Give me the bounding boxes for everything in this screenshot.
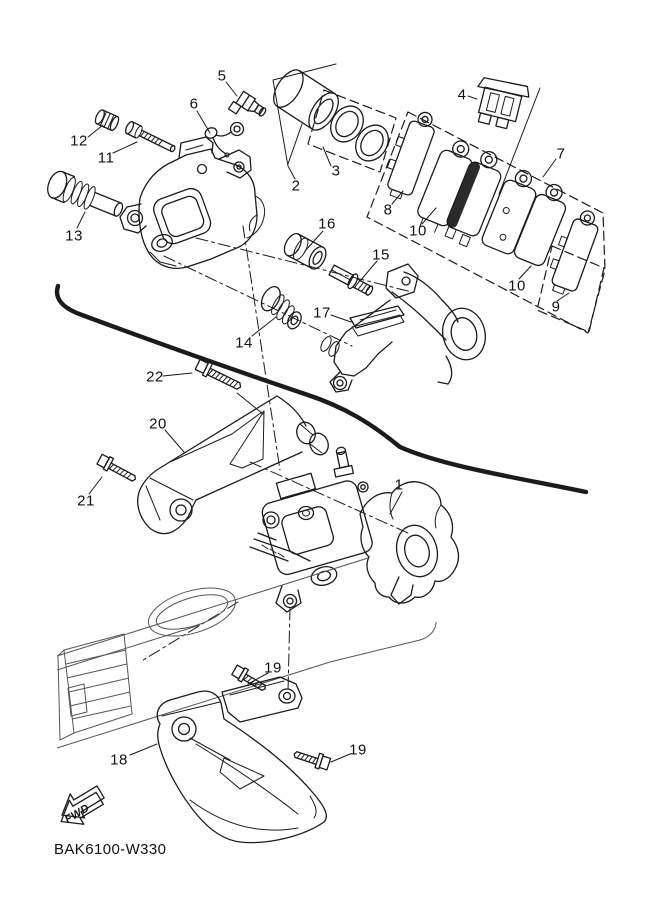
callout-1: 1 (394, 476, 404, 494)
swingarm-phantom (57, 558, 436, 748)
caliper-body-exploded (120, 137, 265, 268)
callout-21: 21 (77, 492, 95, 510)
piston-2 (268, 65, 345, 135)
callout-8: 8 (383, 201, 393, 219)
callout-10b: 10 (508, 277, 526, 295)
callout-7: 7 (556, 145, 566, 163)
slide-pin-13 (44, 169, 127, 224)
callout-10a: 10 (409, 222, 427, 240)
bolt-19-lower (292, 746, 331, 771)
shim-group-box-9 (537, 246, 604, 332)
callout-17: 17 (313, 304, 331, 322)
callout-13: 13 (65, 227, 83, 245)
callout-15: 15 (372, 246, 390, 264)
disc-guard-18 (157, 691, 326, 842)
boot-14 (256, 283, 310, 331)
callout-3: 3 (331, 162, 341, 180)
pad-shim-8 (379, 106, 440, 202)
callout-16: 16 (318, 215, 336, 233)
pad-spring-clip-4 (470, 75, 532, 132)
assembly-axis-lines (140, 226, 412, 692)
callout-12: 12 (70, 132, 88, 150)
fwd-arrow-label: FWD (62, 802, 92, 826)
seal-group-box-3 (308, 90, 396, 172)
caliper-assembly-1 (250, 446, 458, 612)
callout-6: 6 (189, 95, 199, 113)
screw-11 (124, 121, 177, 156)
pad-plate-middle (480, 165, 543, 256)
bolt-22-axis-line (237, 393, 263, 414)
callout-19b: 19 (349, 741, 367, 759)
bolt-21 (96, 453, 139, 485)
callout-14: 14 (235, 334, 253, 352)
callout-4: 4 (457, 86, 467, 104)
bleed-screw-5 (229, 90, 269, 127)
piston-bracket-line-2 (273, 64, 336, 179)
callout-9: 9 (551, 298, 561, 316)
diagram-code: BAK6100-W330 (54, 841, 167, 858)
callout-20: 20 (149, 415, 167, 433)
plug-12 (93, 109, 120, 132)
callout-5: 5 (217, 67, 227, 85)
callout-18: 18 (110, 751, 128, 769)
pad-shim-9 (543, 205, 603, 298)
callout-2: 2 (291, 177, 301, 195)
callout-22: 22 (146, 368, 164, 386)
callout-11: 11 (97, 149, 115, 167)
callout-19a: 19 (264, 659, 282, 677)
